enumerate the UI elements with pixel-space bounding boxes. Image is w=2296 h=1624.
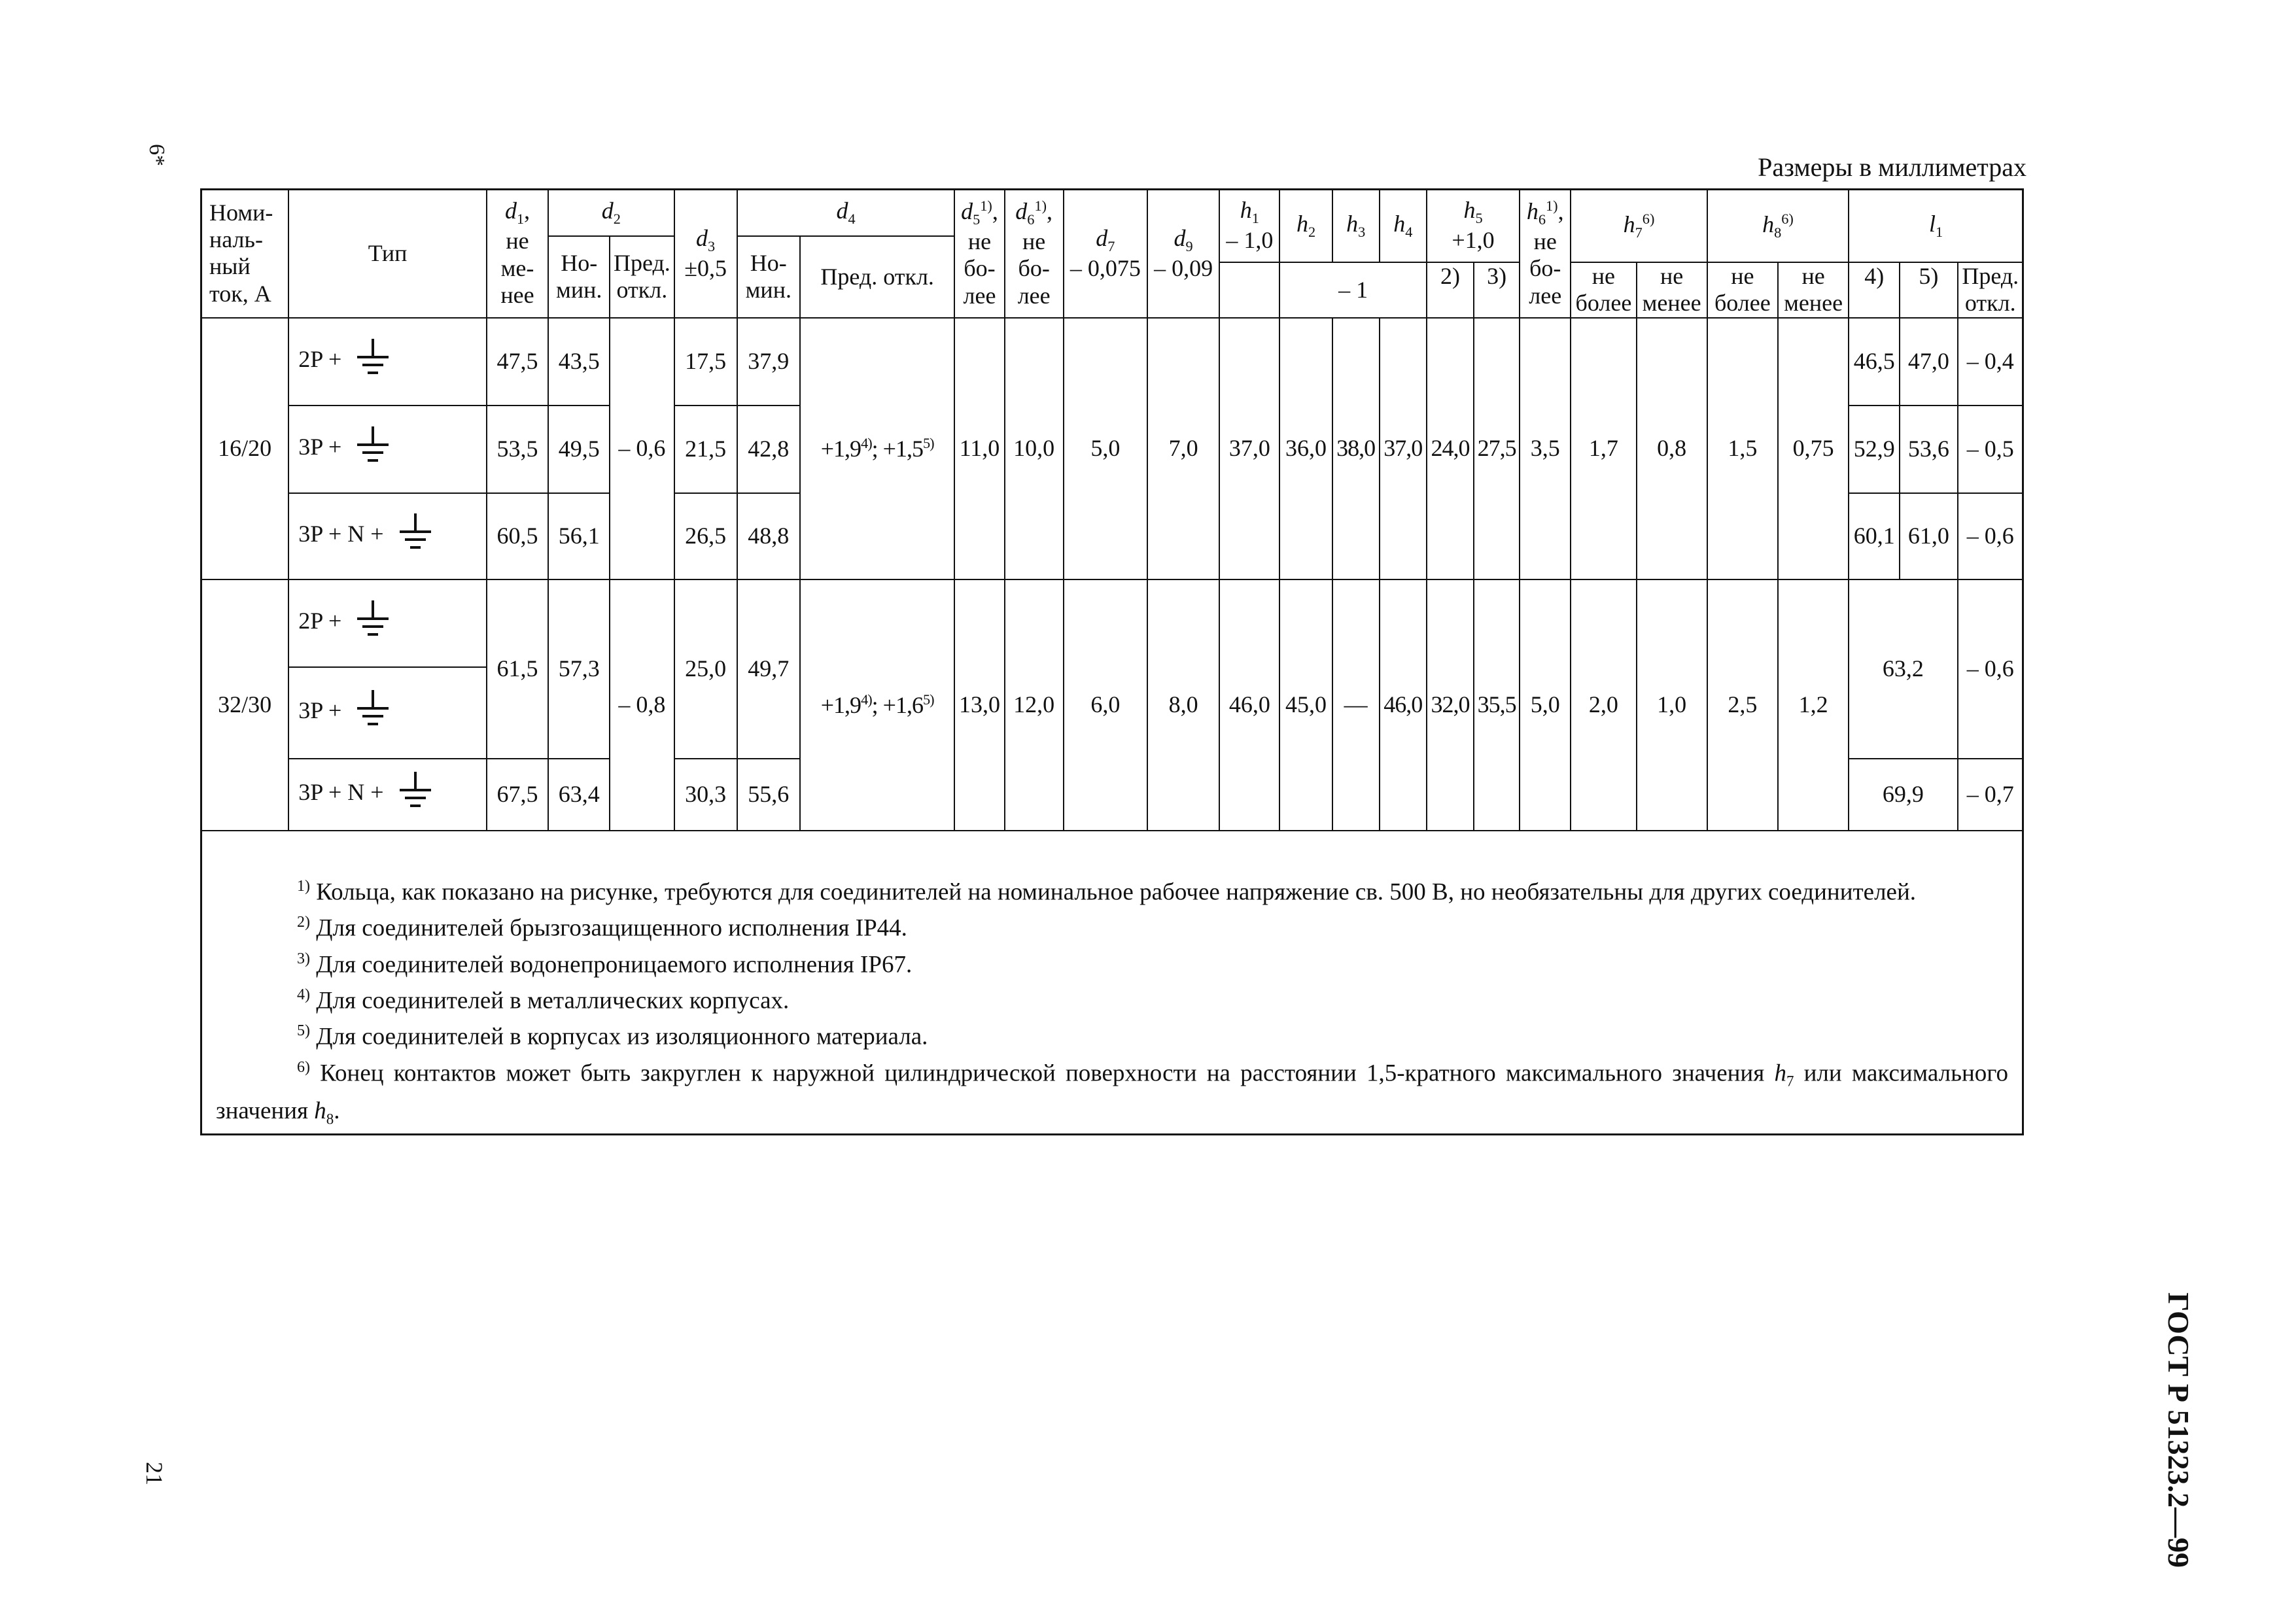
- d2-nom-value: 43,5: [548, 318, 610, 406]
- connector-type: 3P + N +: [288, 493, 487, 579]
- header-d4-dev: Пред. откл.: [800, 236, 955, 318]
- d9-value: 8,0: [1147, 579, 1219, 831]
- footnote: $^{3)}$ Для соединителей водонепроницаемого исполнения IP67.: [297, 950, 913, 978]
- header-h8: $h_8^{6)}$: [1707, 189, 1849, 262]
- h2-value: 36,0: [1279, 318, 1332, 579]
- d4-nom-value: 49,7: [737, 579, 800, 759]
- header-h3: $h_3$: [1332, 189, 1380, 262]
- header-h6: $h_6^{1)}$, не бо-лее: [1520, 189, 1571, 318]
- l1-dev-value: – 0,6: [1958, 493, 2023, 579]
- h8-max-value: 1,5: [1707, 318, 1778, 579]
- h3-value: 38,0: [1332, 318, 1380, 579]
- table-row: [201, 318, 2023, 406]
- ground-icon: [353, 599, 392, 647]
- header-h7-min: не менее: [1637, 262, 1707, 318]
- header-d6: $d_6^{1)}$, не бо-лее: [1005, 189, 1064, 318]
- d2-dev-value: – 0,8: [610, 579, 674, 831]
- footnote: $^{1)}$ Кольца, как показано на рисунке, требуются для соединителей на номинальное рабочее напряжение св. 500 В, но необязательны для других соединителей.: [297, 878, 1917, 906]
- ground-icon: [353, 337, 392, 385]
- d1-value: 53,5: [487, 406, 548, 493]
- l1-value: 69,9: [1849, 759, 1957, 831]
- connector-type: 2P +: [288, 318, 487, 406]
- l1-dev-value: – 0,4: [1958, 318, 2023, 406]
- h4-value: 46,0: [1380, 579, 1427, 831]
- h5-ip67-value: 35,5: [1474, 579, 1520, 831]
- d5-value: 13,0: [954, 579, 1004, 831]
- ground-icon: [353, 425, 392, 473]
- d1-value: 47,5: [487, 318, 548, 406]
- h6-value: 5,0: [1520, 579, 1571, 831]
- h3-value: —: [1332, 579, 1380, 831]
- ground-icon: [353, 689, 392, 736]
- d1-value: 61,5: [487, 579, 548, 759]
- ground-icon: [396, 512, 435, 560]
- h6-value: 3,5: [1520, 318, 1571, 579]
- h4-value: 37,0: [1380, 318, 1427, 579]
- header-h5-fn3: 3): [1474, 262, 1520, 318]
- l1-metal-value: 46,5: [1849, 318, 1900, 406]
- header-d1: $d_1$, не ме-нее: [487, 189, 548, 318]
- d7-value: 6,0: [1064, 579, 1147, 831]
- header-d2-nom: Но-мин.: [548, 236, 610, 318]
- header-d5: $d_5^{1)}$, не бо-лее: [954, 189, 1004, 318]
- d2-nom-value: 63,4: [548, 759, 610, 831]
- header-h5: $h_5$ +1,0: [1427, 189, 1520, 262]
- connector-type: 3P +: [288, 667, 487, 759]
- header-l1-fn4: 4): [1849, 262, 1900, 318]
- header-d1-note: не ме-нее: [500, 228, 534, 308]
- standard-code: ГОСТ Р 51323.2—99: [2161, 1292, 2195, 1568]
- header-d2: $d_2$: [548, 189, 674, 236]
- d5-value: 11,0: [954, 318, 1004, 579]
- header-h7: $h_7^{6)}$: [1571, 189, 1707, 262]
- l1-insul-value: 61,0: [1900, 493, 1957, 579]
- header-l1-fn5: 5): [1900, 262, 1957, 318]
- header-d9: $d_9$ – 0,09: [1147, 189, 1219, 318]
- h8-max-value: 2,5: [1707, 579, 1778, 831]
- footnote: $^{5)}$ Для соединителей в корпусах из изоляционного материала.: [297, 1022, 928, 1050]
- ground-icon: [396, 770, 435, 818]
- header-h8-min: не менее: [1778, 262, 1849, 318]
- header-l1: $l_1$: [1849, 189, 2023, 262]
- l1-insul-value: 47,0: [1900, 318, 1957, 406]
- d1-value: 67,5: [487, 759, 548, 831]
- table-row: [201, 579, 2023, 667]
- header-d4-nom: Но-мин.: [737, 236, 800, 318]
- d3-value: 17,5: [674, 318, 737, 406]
- d4-nom-value: 42,8: [737, 406, 800, 493]
- d3-value: 26,5: [674, 493, 737, 579]
- d6-value: 12,0: [1005, 579, 1064, 831]
- l1-dev-value: – 0,6: [1958, 579, 2023, 759]
- h8-min-value: 1,2: [1778, 579, 1849, 831]
- d2-nom-value: 49,5: [548, 406, 610, 493]
- l1-dev-value: – 0,7: [1958, 759, 2023, 831]
- h5-ip44-value: 32,0: [1427, 579, 1474, 831]
- d7-value: 5,0: [1064, 318, 1147, 579]
- header-h234-tol: – 1: [1279, 262, 1426, 318]
- d2-nom-value: 57,3: [548, 579, 610, 759]
- l1-value: 63,2: [1849, 579, 1957, 759]
- units-caption: Размеры в миллиметрах: [1758, 152, 2026, 182]
- d4-nom-value: 48,8: [737, 493, 800, 579]
- h2-value: 45,0: [1279, 579, 1332, 831]
- d4-nom-value: 55,6: [737, 759, 800, 831]
- page-side-marker: 6*: [145, 144, 169, 166]
- l1-metal-value: 60,1: [1849, 493, 1900, 579]
- footnote: $^{4)}$ Для соединителей в металлических корпусах.: [297, 986, 790, 1014]
- l1-insul-value: 53,6: [1900, 406, 1957, 493]
- h7-max-value: 2,0: [1571, 579, 1636, 831]
- h8-min-value: 0,75: [1778, 318, 1849, 579]
- h5-ip67-value: 27,5: [1474, 318, 1520, 579]
- header-d2-dev: Пред. откл.: [610, 236, 674, 318]
- d4-nom-value: 37,9: [737, 318, 800, 406]
- header-h8-max: не более: [1707, 262, 1778, 318]
- footnote: $^{6)}$ Конец контактов может быть закруглен к наружной цилиндрической поверхности на расстоянии 1,5-кратного максимального значения $h_7$ или максимального значения $h_8$.: [216, 1058, 2009, 1128]
- header-type: Тип: [288, 189, 487, 318]
- header-h7-max: не более: [1571, 262, 1636, 318]
- h7-min-value: 1,0: [1637, 579, 1707, 831]
- page-number: 21: [141, 1462, 167, 1485]
- rated-current: 16/20: [201, 318, 288, 579]
- header-h2: $h_2$: [1279, 189, 1332, 262]
- footnote: $^{2)}$ Для соединителей брызгозащищенного исполнения IP44.: [297, 914, 907, 942]
- header-d3: $d_3$ ±0,5: [674, 189, 737, 318]
- header-h4: $h_4$: [1380, 189, 1427, 262]
- header-l1-dev: Пред. откл.: [1958, 262, 2023, 318]
- l1-dev-value: – 0,5: [1958, 406, 2023, 493]
- d9-value: 7,0: [1147, 318, 1219, 579]
- connector-type: 2P +: [288, 579, 487, 667]
- header-h1: $h_1$ – 1,0: [1219, 189, 1279, 262]
- h1-value: 46,0: [1219, 579, 1279, 831]
- rated-current: 32/30: [201, 579, 288, 831]
- header-d4: $d_4$: [737, 189, 955, 236]
- header-rated-current: Номи-наль-ный ток, А: [201, 189, 288, 318]
- d3-value: 25,0: [674, 579, 737, 759]
- h1-value: 37,0: [1219, 318, 1279, 579]
- h7-min-value: 0,8: [1637, 318, 1707, 579]
- d2-nom-value: 56,1: [548, 493, 610, 579]
- header-d7: $d_7$ – 0,075: [1064, 189, 1147, 318]
- footnotes: [216, 871, 2008, 1135]
- d6-value: 10,0: [1005, 318, 1064, 579]
- header-h5-fn2: 2): [1427, 262, 1474, 318]
- d4-dev-value: $+1,9^{4)}$; $+1,6^{5)}$: [800, 579, 955, 831]
- h7-max-value: 1,7: [1571, 318, 1636, 579]
- connector-type: 3P +: [288, 406, 487, 493]
- d2-dev-value: – 0,6: [610, 318, 674, 579]
- h5-ip44-value: 24,0: [1427, 318, 1474, 579]
- connector-type: 3P + N +: [288, 759, 487, 831]
- header-h1-blank: [1219, 262, 1279, 318]
- d4-dev-value: $+1,9^{4)}$; $+1,5^{5)}$: [800, 318, 955, 579]
- d1-value: 60,5: [487, 493, 548, 579]
- l1-metal-value: 52,9: [1849, 406, 1900, 493]
- d3-value: 30,3: [674, 759, 737, 831]
- d3-value: 21,5: [674, 406, 737, 493]
- dimensions-table: [200, 188, 2024, 831]
